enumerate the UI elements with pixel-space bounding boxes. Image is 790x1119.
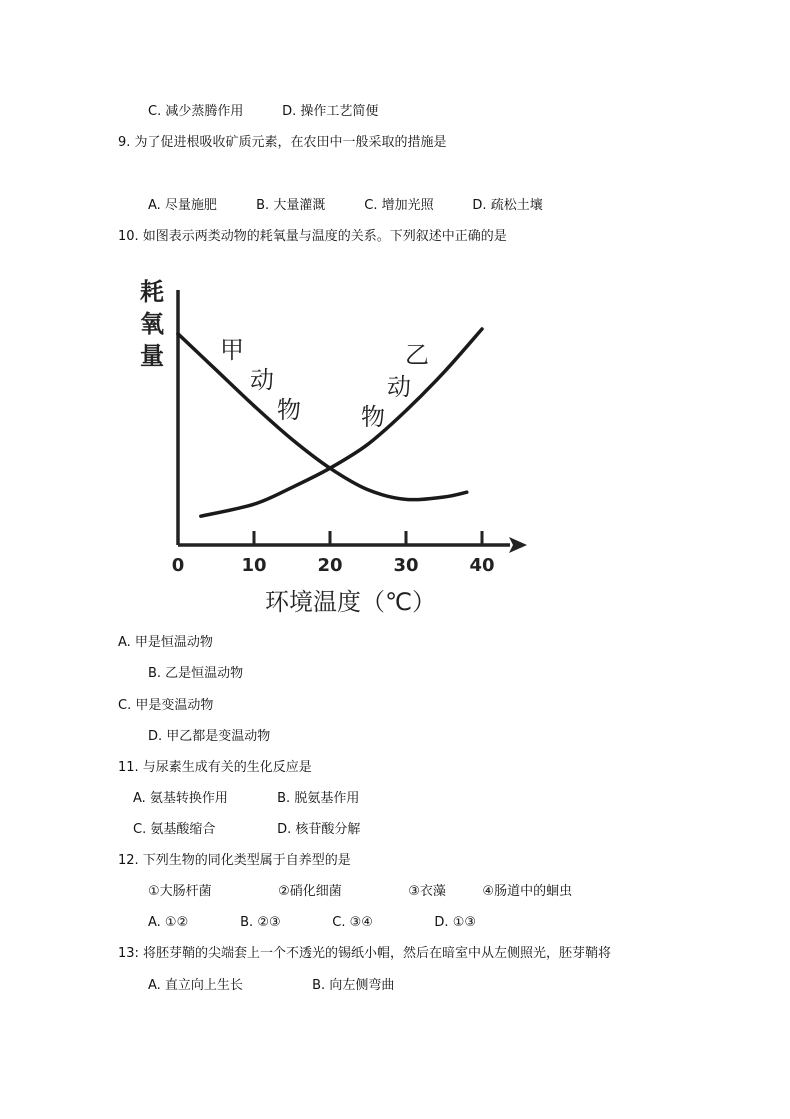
q11-options-row1: [133, 790, 359, 808]
q11-option-d: D. 核苷酸分解: [277, 822, 361, 837]
series-label-yi-char: 物: [361, 403, 385, 431]
q10-option-b: B. 乙是恒温动物: [148, 666, 244, 681]
series-label-yi-char: 乙: [405, 341, 429, 369]
series-label-jia-char: 甲: [220, 336, 244, 364]
q13-options: [148, 977, 394, 995]
y-axis-label-char: 氧: [140, 310, 164, 338]
q12-stem: 12. 下列生物的同化类型属于自养型的是: [118, 853, 351, 868]
q12-item: ②硝化细菌: [278, 884, 342, 899]
series-label-jia-char: 物: [277, 396, 301, 424]
q13-option-b: B. 向左侧弯曲: [312, 978, 395, 993]
q12-option-b: B. ②③: [240, 915, 281, 930]
q11-options-row2: [133, 821, 360, 839]
y-axis-label-char: 耗: [140, 278, 164, 306]
x-tick-label: 30: [393, 555, 419, 576]
q8-option-c: C. 减少蒸腾作用: [148, 104, 244, 119]
q10-stem: 10. 如图表示两类动物的耗氧量与温度的关系。下列叙述中正确的是: [118, 229, 507, 244]
q9-option-b: B. 大量灌溉: [256, 198, 326, 213]
q12-options: [148, 914, 476, 932]
q8-options: [148, 103, 378, 121]
x-tick-label: 40: [469, 555, 495, 576]
q9-option-d: D. 疏松土壤: [472, 198, 543, 213]
q11-option-b: B. 脱氨基作用: [277, 791, 360, 806]
y-axis-label-char: 量: [140, 342, 164, 370]
q9-stem: 9. 为了促进根吸收矿质元素，在农田中一般采取的措施是: [118, 135, 447, 150]
q9-option-a: A. 尽量施肥: [148, 198, 217, 213]
q11-stem: 11. 与尿素生成有关的生化反应是: [118, 760, 312, 775]
x-axis-arrow: [509, 537, 527, 553]
q10-option-c: C. 甲是变温动物: [118, 698, 214, 713]
oxygen-temperature-chart: [125, 270, 545, 625]
series-label-jia-char: 动: [250, 366, 274, 394]
q12-item: ③衣藻: [408, 884, 446, 899]
q13-option-a: A. 直立向上生长: [148, 978, 243, 993]
q9-option-c: C. 增加光照: [364, 198, 434, 213]
q12-item: ④肠道中的蛔虫: [482, 884, 573, 899]
q10-option-d: D. 甲乙都是变温动物: [148, 729, 271, 744]
q13-stem: 13: 将胚芽鞘的尖端套上一个不透光的锡纸小帽，然后在暗室中从左侧照光，胚芽鞘将: [118, 946, 612, 961]
q10-option-a: A. 甲是恒温动物: [118, 635, 213, 650]
q12-items: [148, 883, 572, 901]
x-tick-label: 10: [241, 555, 267, 576]
series-label-yi-char: 动: [387, 373, 411, 401]
q9-options: [148, 197, 543, 215]
q12-option-a: A. ①②: [148, 915, 189, 930]
q12-option-c: C. ③④: [332, 915, 373, 930]
q12-item: ①大肠杆菌: [148, 884, 212, 899]
q11-option-c: C. 氨基酸缩合: [133, 822, 216, 837]
q8-option-d: D. 操作工艺简便: [282, 104, 379, 119]
x-tick-label: 20: [317, 555, 343, 576]
q11-option-a: A. 氨基转换作用: [133, 791, 228, 806]
x-axis-label: 环境温度（℃）: [265, 588, 436, 616]
q12-option-d: D. ①③: [434, 915, 477, 930]
x-tick-label: 0: [171, 555, 185, 576]
